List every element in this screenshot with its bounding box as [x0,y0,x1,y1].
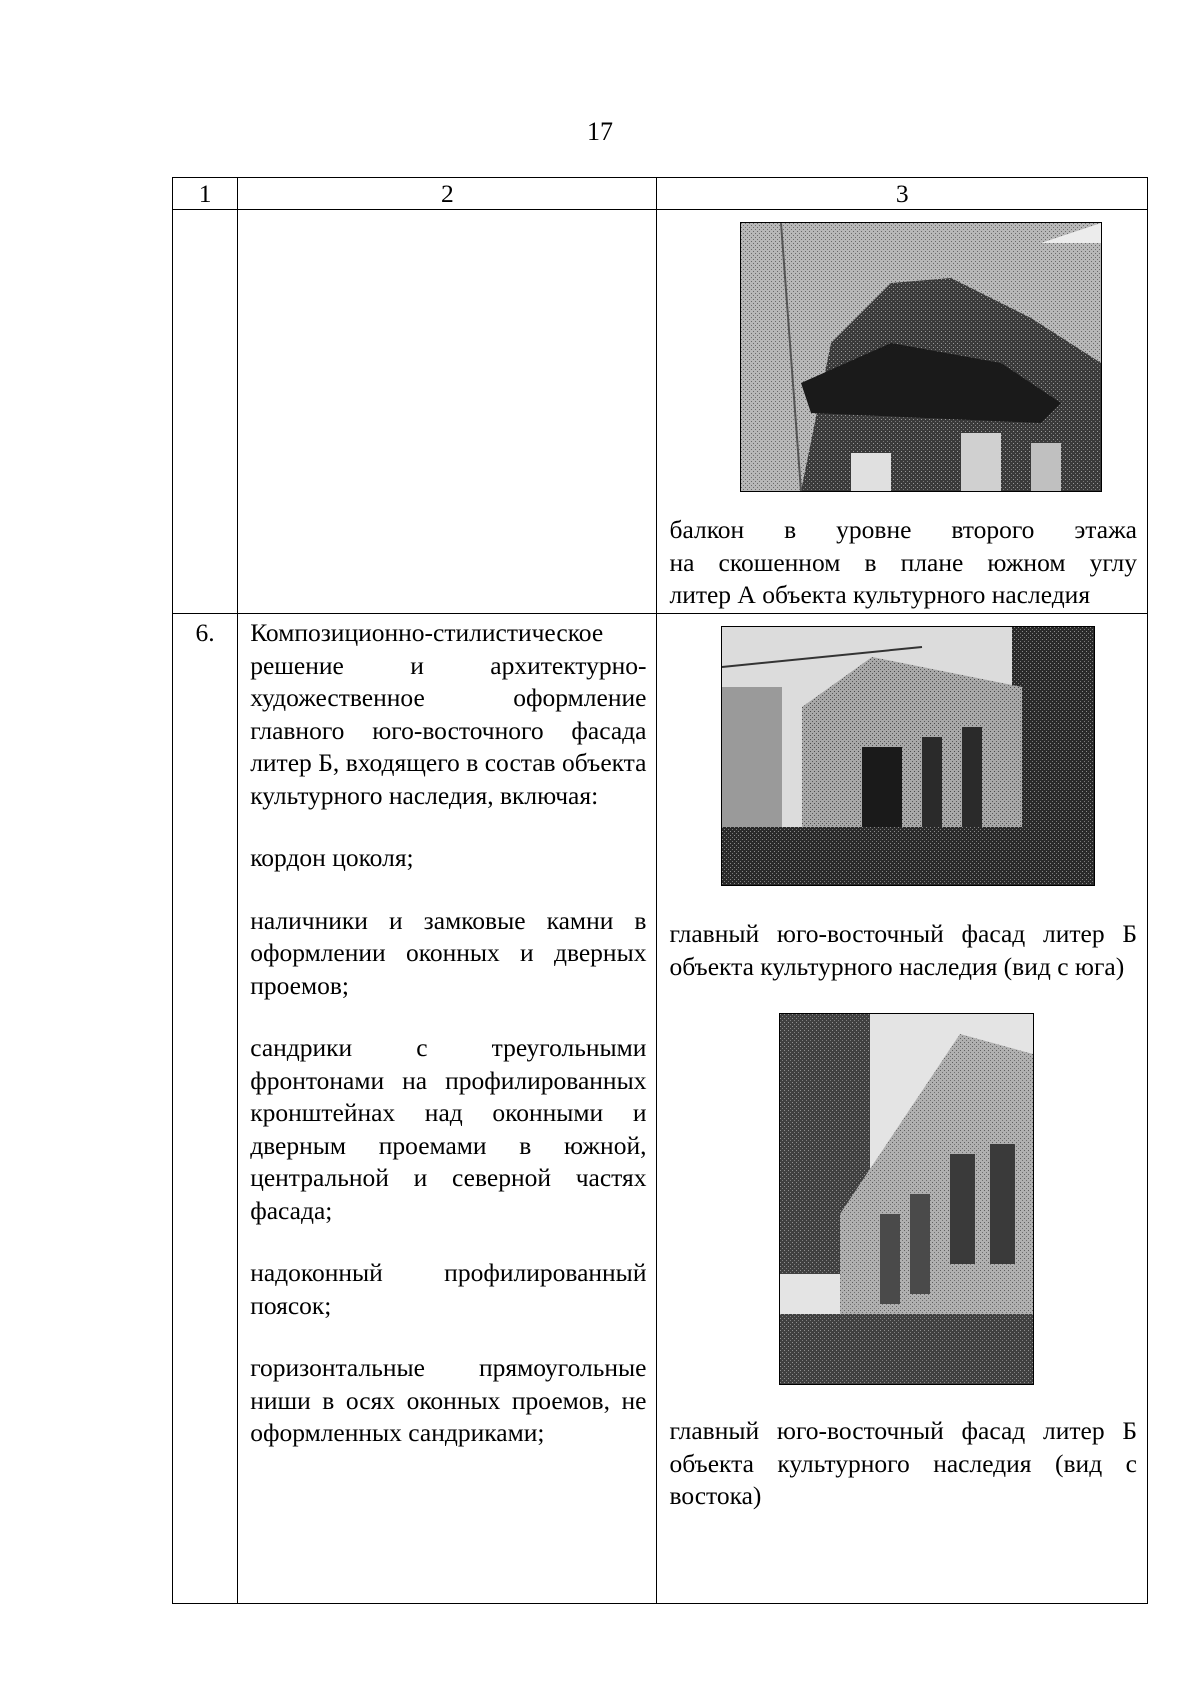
item-belt: надоконный профилированный поясок; [250,1258,647,1320]
header-col-2: 2 [238,178,657,210]
row-number-cell-empty [173,210,238,614]
description-intro: Композиционно-стилистическое решение и архитектурно-художественное оформление главного юго-восточного фасада литер Б, входящего в состав объекта культурного наследия, включая: [250,618,647,810]
item-sandriks: сандрики с треугольными фронтонами на профилированных кронштейнах над оконными и дверным проемами в южной, центральной и северной частях фасада; [250,1033,647,1225]
item-cordon: кордон цоколя; [250,843,414,872]
table-header-row [173,178,1148,210]
balcony-photo-caption [669,514,1137,612]
facade-east-photo [779,1013,1034,1385]
facade-south-caption: главный юго-восточный фасад литер Б объекта культурного наследия (вид с юга) [669,919,1137,981]
description-cell-empty [238,210,657,614]
description-cell [238,614,657,1604]
table-row-6 [173,614,1148,1604]
caption-line: балкон в уровне второго этажа [669,515,1137,544]
facade-east-caption: главный юго-восточный фасад литер Б объекта культурного наследия (вид с востока) [669,1416,1137,1510]
table-row-continuation [173,210,1148,614]
photo-cell [657,614,1148,1604]
facade-south-photo [721,626,1095,886]
caption-line: на скошенном в плане южном углу [669,547,1137,577]
balcony-photo [740,222,1102,492]
row-number: 6. [173,614,238,1604]
header-col-1: 1 [173,178,238,210]
photo-cell [657,210,1148,614]
page-number: 17 [587,117,613,146]
caption-line: литер А объекта культурного наследия [669,580,1091,609]
item-window-frames: наличники и замковые камни в оформлении оконных и дверных проемов; [250,905,647,1000]
header-col-3: 3 [657,178,1148,210]
heritage-table [172,177,1148,1604]
item-niches: горизонтальные прямоугольные ниши в осях оконных проемов, не оформленных сандриками; [250,1353,647,1447]
